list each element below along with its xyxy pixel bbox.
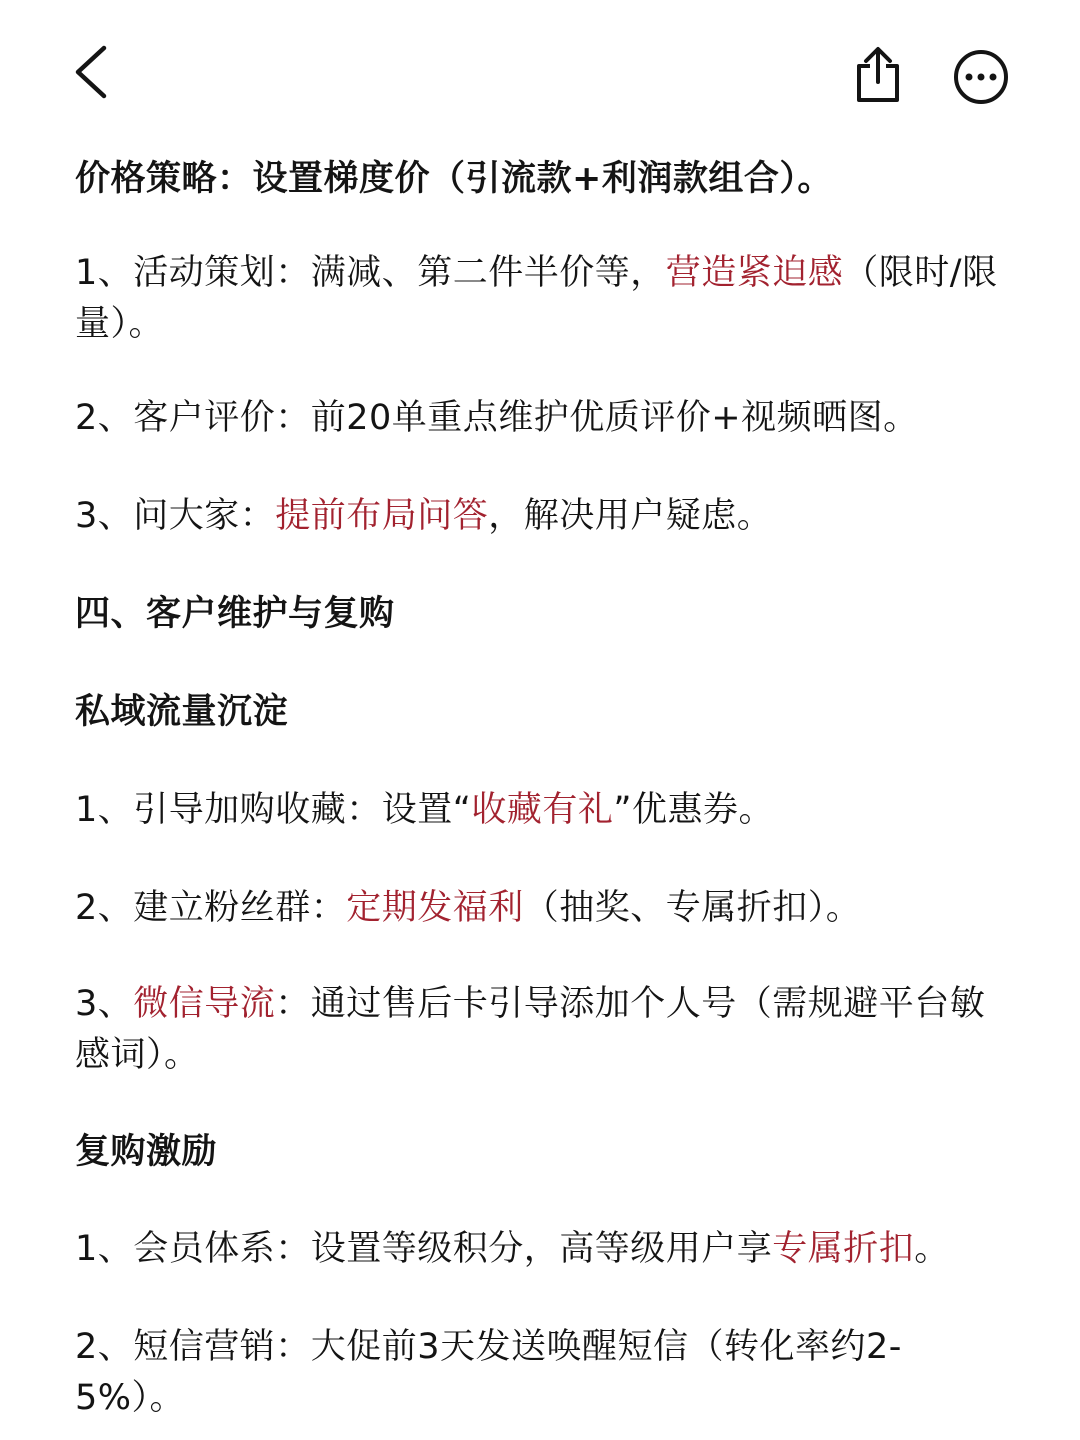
highlight-collect: 收藏有礼 <box>471 790 614 830</box>
more-icon[interactable] <box>952 48 1010 106</box>
customer-review-item: 2、客户评价：前20单重点维护优质评价+视频晒图。 <box>75 398 919 438</box>
top-navigation-bar <box>0 0 1080 150</box>
repurchase-heading: 复购激励 <box>75 1132 218 1172</box>
highlight-fans: 定期发福利 <box>346 888 524 928</box>
highlight-qa: 提前布局问答 <box>275 496 489 536</box>
qa-item: 3、问大家：提前布局问答，解决用户疑虑。 <box>75 496 773 536</box>
private-traffic-heading: 私域流量沉淀 <box>75 692 289 732</box>
highlight-member: 专属折扣 <box>772 1229 915 1269</box>
activity-plan-item: 1、活动策划：满减、第二件半价等，营造紧迫感（限时/限量）。 <box>75 253 998 344</box>
fans-group-item: 2、建立粉丝群：定期发福利（抽奖、专属折扣）。 <box>75 888 862 928</box>
member-item: 1、会员体系：设置等级积分，高等级用户享专属折扣。 <box>75 1229 950 1269</box>
highlight-urgency: 营造紧迫感 <box>665 253 844 293</box>
collect-item: 1、引导加购收藏：设置“收藏有礼”优惠券。 <box>75 790 775 830</box>
chevron-left-icon[interactable] <box>68 44 118 100</box>
price-strategy-heading: 价格策略：设置梯度价（引流款+利润款组合）。 <box>75 159 833 199</box>
section-heading: 四、客户维护与复购 <box>75 594 395 634</box>
sms-item: 2、短信营销：大促前3天发送唤醒短信（转化率约2-5%）。 <box>75 1327 902 1418</box>
wechat-item: 3、微信导流：通过售后卡引导添加个人号（需规避平台敏感词）。 <box>75 984 986 1075</box>
highlight-wechat: 微信导流 <box>133 984 276 1024</box>
share-icon[interactable] <box>850 44 906 104</box>
